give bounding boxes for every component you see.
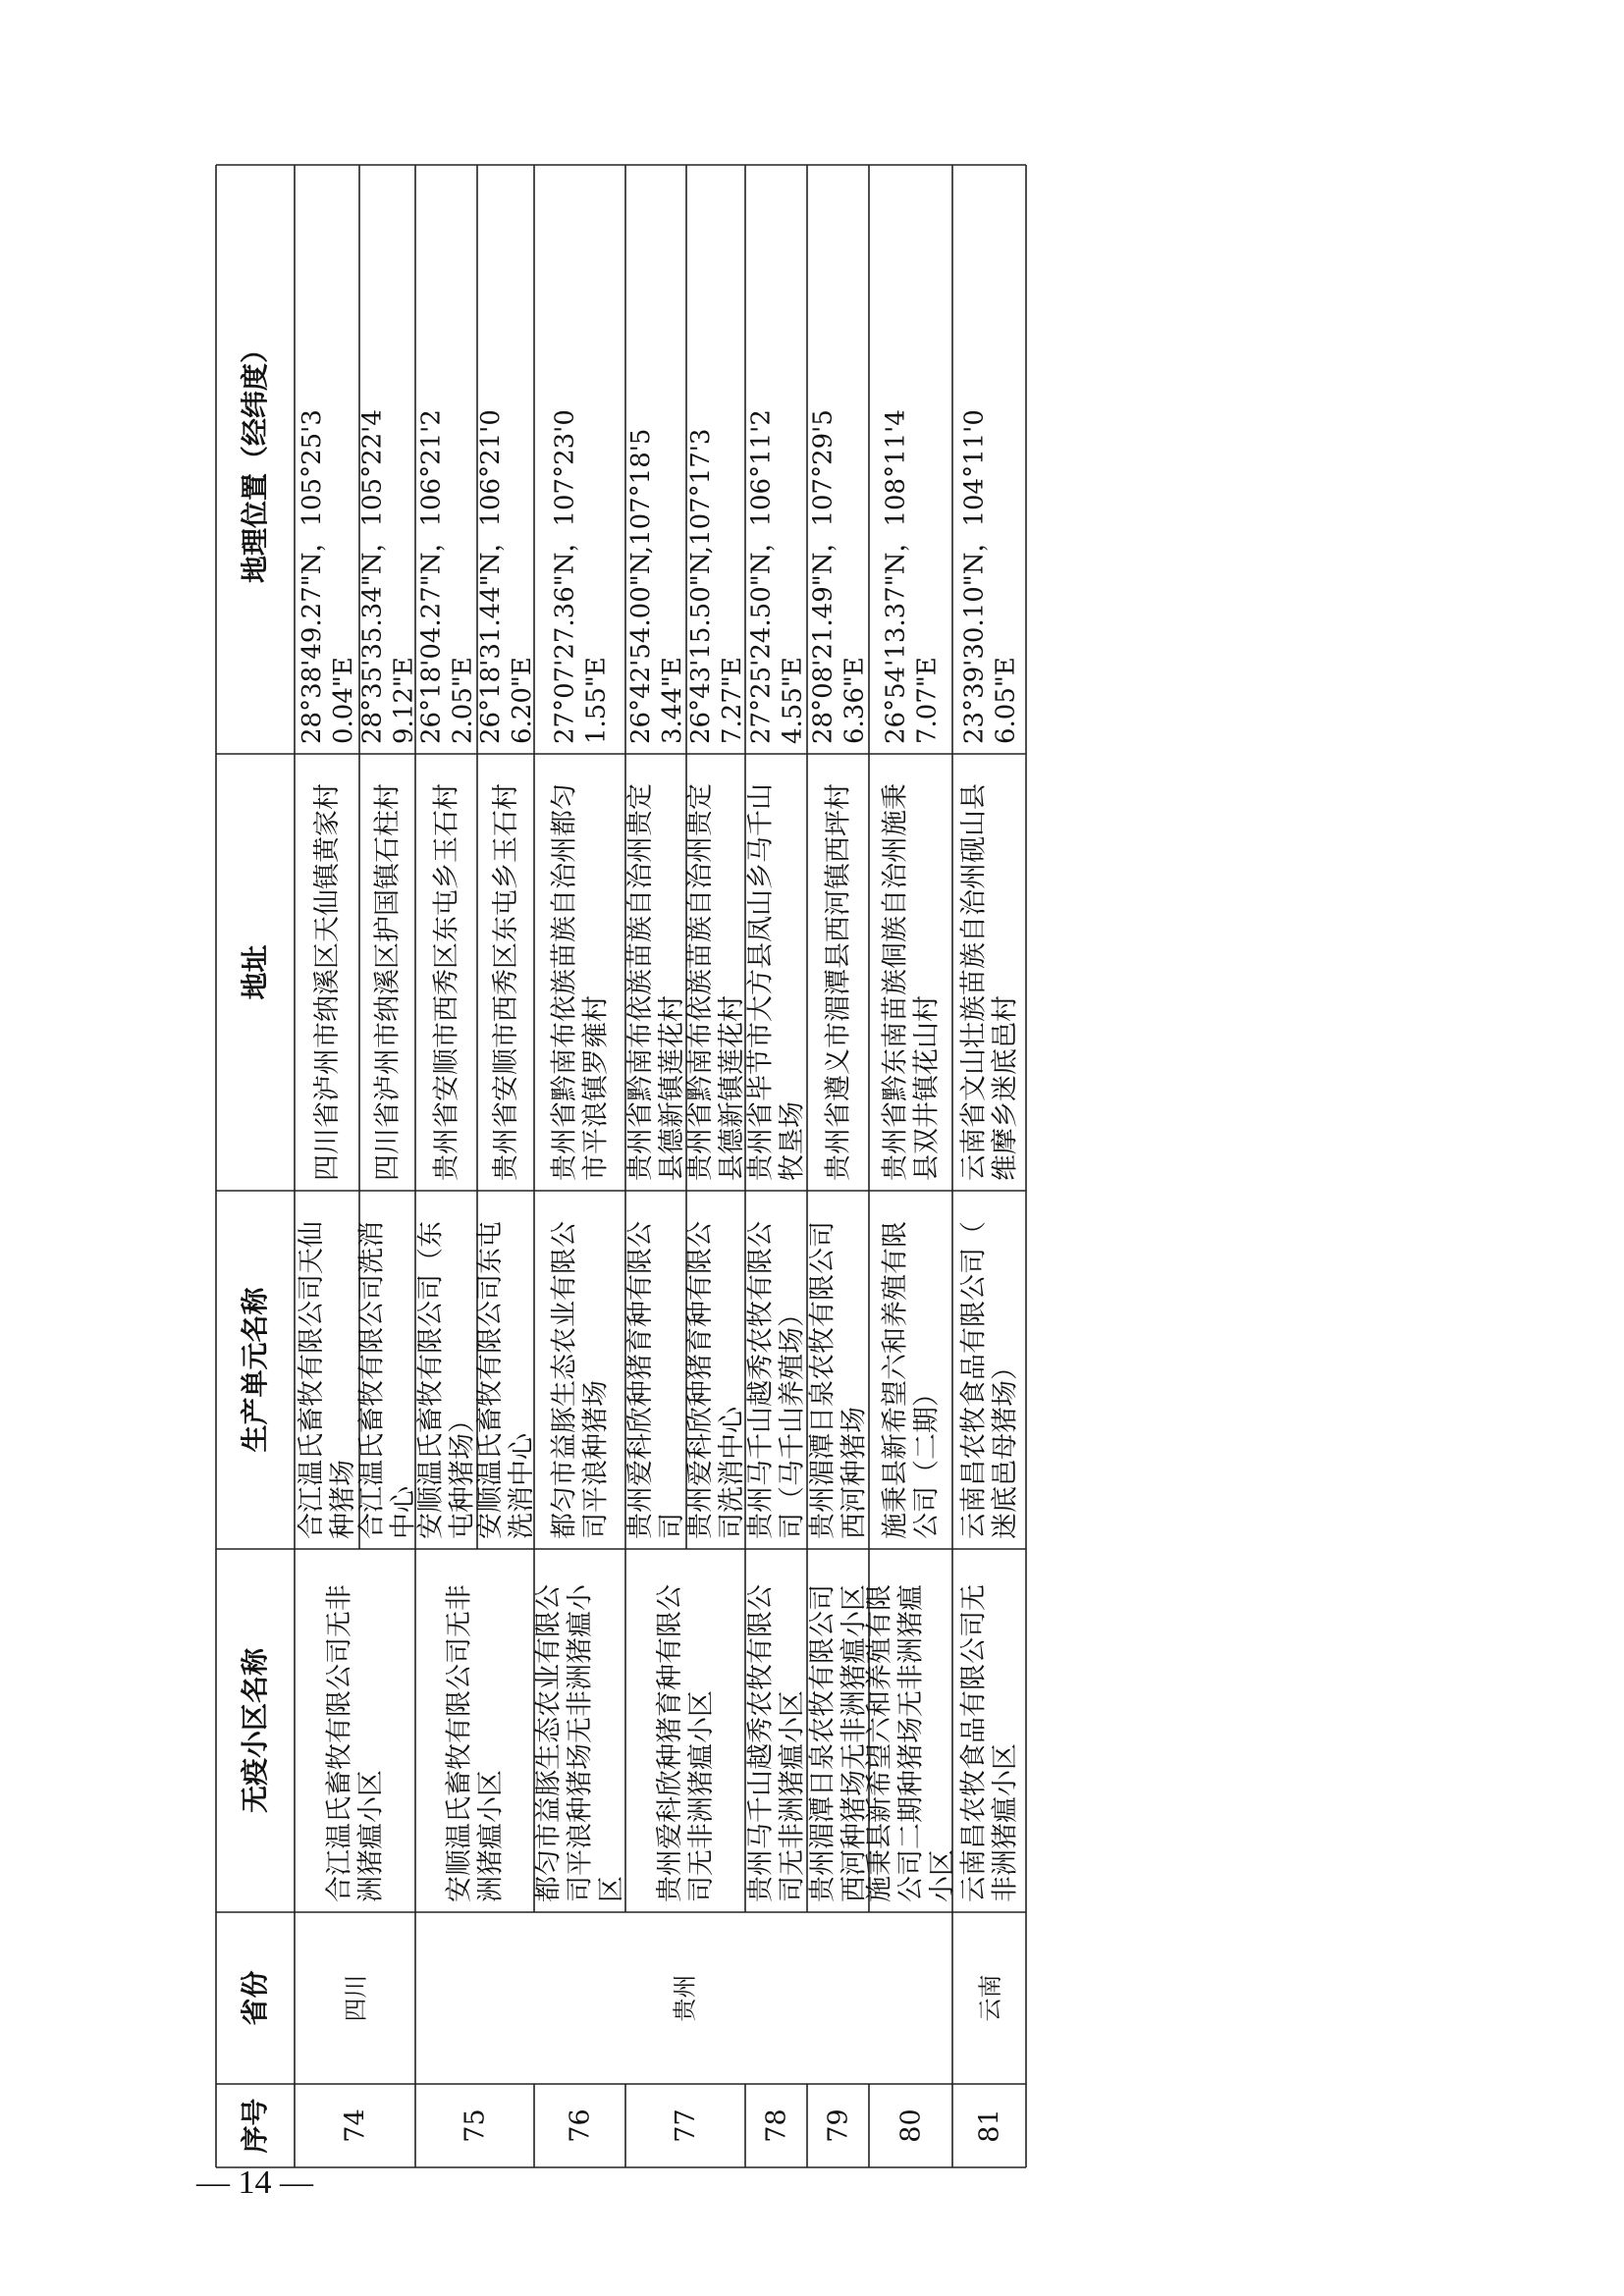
header-zone: 无疫小区名称: [238, 1647, 271, 1814]
unit-name: 安顺温氏畜牧有限公司（东屯种猪场）: [415, 1221, 478, 1539]
geo-location: 28°08'21.49"N，107°29'56.36"E: [808, 409, 870, 744]
header-province: 省份: [238, 1970, 271, 2026]
province-name: 四川: [342, 1974, 370, 2022]
seq-number: 74: [340, 2109, 371, 2143]
unit-name: 贵州爱科欣种猪育种有限公司: [624, 1221, 687, 1539]
page-number: — 14 —: [196, 2164, 313, 2201]
address: 四川省泸州市纳溪区天仙镇黄家村: [311, 783, 343, 1181]
seq-number: 75: [460, 2109, 491, 2143]
geo-location: 28°35'35.34"N，105°22'49.12"E: [357, 409, 419, 744]
zone-name: 云南昌农牧食品有限公司无非洲猪瘟小区: [958, 1584, 1021, 1902]
zone-name: 贵州爱科欣种猪育种有限公司无非洲猪瘟小区: [654, 1584, 717, 1902]
unit-name: 施秉县新希望六和养殖有限公司（二期）: [880, 1221, 943, 1539]
zone-name: 都匀市益豚生态农业有限公司平浪种猪场无非洲猪瘟小区: [533, 1584, 627, 1902]
province-name: 贵州: [671, 1974, 699, 2022]
geo-location: 26°18'31.44"N，106°21'06.20"E: [475, 409, 537, 744]
geo-location: 26°18'04.27"N，106°21'22.05"E: [416, 409, 478, 744]
address: 贵州省黔南布依族苗族自治州贵定县德新镇莲花村: [684, 783, 747, 1181]
unit-name: 都匀市益豚生态农业有限公司平浪种猪场: [549, 1221, 612, 1539]
zone-name: 合江温氏畜牧有限公司无非洲猪瘟小区: [324, 1584, 387, 1902]
address: 贵州省遵义市湄潭县西河镇西坪村: [823, 783, 854, 1181]
unit-name: 云南昌农牧食品有限公司（迷底邑母猪场）: [958, 1221, 1021, 1539]
unit-name: 安顺温氏畜牧有限公司东屯洗消中心: [474, 1221, 537, 1539]
address: 贵州省安顺市西秀区东屯乡玉石村: [431, 783, 462, 1181]
seq-number: 79: [823, 2109, 854, 2143]
geo-location: 28°38'49.27"N，105°25'30.04"E: [297, 409, 358, 744]
geo-location: 26°43'15.50"N,107°17'37.27"E: [685, 428, 747, 744]
geo-location: 27°25'24.50"N，106°11'24.55"E: [746, 409, 808, 744]
address: 贵州省毕节市大方县凤山乡马千山牧垦场: [745, 783, 808, 1181]
unit-name: 贵州马千山越秀农牧有限公司（马千山养殖场）: [745, 1221, 808, 1539]
zone-name: 贵州马千山越秀农牧有限公司无非洲猪瘟小区: [745, 1584, 808, 1902]
seq-number: 77: [670, 2109, 701, 2143]
zone-name: 贵州湄潭日泉农牧有限公司西河种猪场无非洲猪瘟小区: [807, 1584, 870, 1902]
address: 四川省泸州市纳溪区护国镇石柱村: [372, 783, 404, 1181]
seq-number: 76: [565, 2109, 596, 2143]
zone-name: 施秉县新希望六和养殖有限公司二期种猪场无非洲猪瘟小区: [864, 1584, 958, 1902]
address: 贵州省黔东南苗族侗族自治州施秉县双井镇花山村: [880, 783, 943, 1181]
unit-name: 合江温氏畜牧有限公司天仙种猪场: [296, 1221, 358, 1539]
unit-name: 贵州湄潭日泉农牧有限公司西河种猪场: [807, 1221, 870, 1539]
header-geo: 地理位置（经纬度）: [238, 335, 271, 584]
zone-name: 安顺温氏畜牧有限公司无非洲猪瘟小区: [444, 1584, 507, 1902]
header-unit: 生产单元名称: [238, 1287, 271, 1453]
province-name: 云南: [976, 1974, 1004, 2022]
seq-number: 80: [895, 2109, 927, 2143]
address: 贵州省黔南布依族苗族自治州贵定县德新镇莲花村: [624, 783, 687, 1181]
address: 贵州省黔南布依族苗族自治州都匀市平浪镇罗雍村: [549, 783, 612, 1181]
address: 贵州省安顺市西秀区东屯乡玉石村: [490, 783, 521, 1181]
header-seq: 序号: [238, 2098, 271, 2154]
geo-location: 26°54'13.37"N，108°11'47.07"E: [881, 409, 943, 744]
geo-location: 23°39'30.10"N，104°11'06.05"E: [959, 409, 1021, 744]
unit-name: 合江温氏畜牧有限公司洗消中心: [356, 1221, 419, 1539]
address: 云南省文山壮族苗族自治州砚山县维摩乡迷底邑村: [958, 783, 1021, 1181]
geo-location: 27°07'27.36"N，107°23'01.55"E: [550, 409, 612, 744]
seq-number: 78: [761, 2109, 792, 2143]
unit-name: 贵州爱科欣种猪育种有限公司洗消中心: [684, 1221, 747, 1539]
header-address: 地址: [238, 944, 271, 1000]
seq-number: 81: [974, 2109, 1005, 2143]
geo-location: 26°42'54.00"N,107°18'53.44"E: [625, 428, 687, 744]
table: [216, 165, 1026, 2167]
